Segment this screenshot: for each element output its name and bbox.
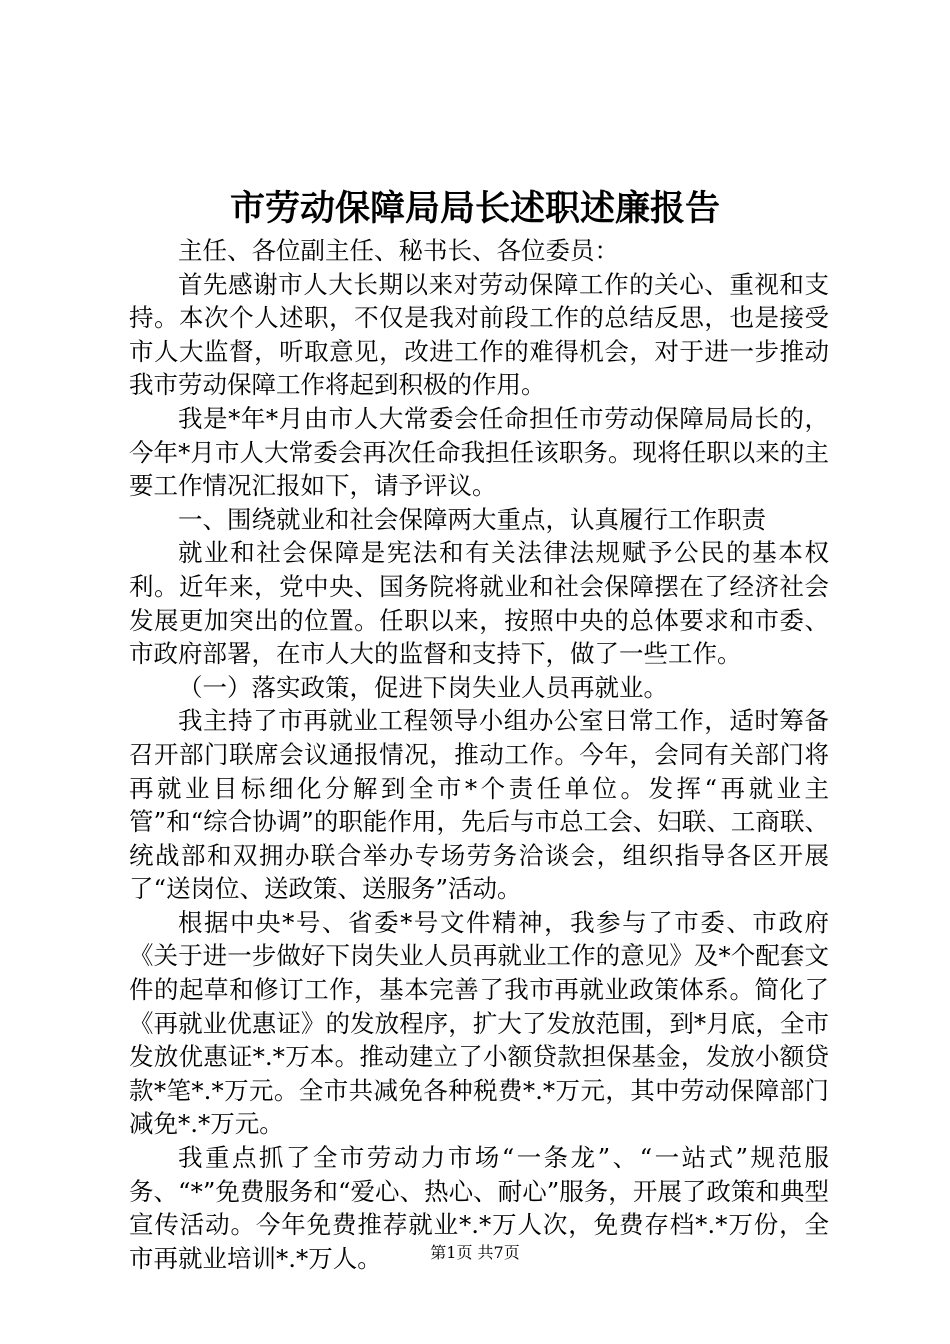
body-paragraph: 就业和社会保障是宪法和有关法律法规赋予公民的基本权利。近年来，党中央、国务院将就业和社会保障摆在了经济社会发展更加突出的位置。任职以来，按照中央的总体要求和市委、市政府部署，在市人大的监督和支持下，做了一些工作。 <box>129 538 829 669</box>
document-body <box>129 234 829 1275</box>
subsection-heading: （一）落实政策，促进下岗失业人员再就业。 <box>178 672 668 702</box>
body-paragraph: 我是*年*月由市人大常委会任命担任市劳动保障局局长的，今年*月市人大常委会再次任命我担任该职务。现将任职以来的主要工作情况汇报如下，请予评议。 <box>129 403 829 501</box>
body-paragraph: 根据中央*号、省委*号文件精神，我参与了市委、市政府《关于进一步做好下岗失业人员再就业工作的意见》及*个配套文件的起草和修订工作，基本完善了我市再就业政策体系。简化了《再就业优惠证》的发放程序，扩大了发放范围，到*月底，全市发放优惠证*.*万本。推动建立了小额贷款担保基金，发放小额贷款*笔*.*万元。全市共减免各种税费*.*万元，其中劳动保障部门减免*.*万元。 <box>129 907 829 1139</box>
page-number-footer: 第1页 共7页 <box>430 1243 520 1262</box>
salutation-paragraph: 主任、各位副主任、秘书长、各位委员： <box>178 236 619 265</box>
body-paragraph: 首先感谢市人大长期以来对劳动保障工作的关心、重视和支持。本次个人述职，不仅是我对前段工作的总结反思，也是接受市人大监督，听取意见，改进工作的难得机会，对于进一步推动我市劳动保障工作将起到积极的作用。 <box>129 269 829 400</box>
section-heading: 一、围绕就业和社会保障两大重点，认真履行工作职责 <box>178 504 766 534</box>
document-title: 市劳动保障局局长述职述廉报告 <box>229 188 720 229</box>
body-paragraph: 我重点抓了全市劳动力市场“一条龙”、“一站式”规范服务、“*”免费服务和“爱心、热心、耐心”服务，开展了政策和典型宣传活动。今年免费推荐就业*.*万人次，免费存档*.*万份，全市再就业培训*.*万人。 <box>129 1143 829 1273</box>
body-paragraph: 我主持了市再就业工程领导小组办公室日常工作，适时筹备召开部门联席会议通报情况，推动工作。今年，会同有关部门将再就业目标细化分解到全市*个责任单位。发挥“再就业主管”和“综合协调”的职能作用，先后与市总工会、妇联、工商联、统战部和双拥办联合举办专场劳务洽谈会，组织指导各区开展了“送岗位、送政策、送服务”活动。 <box>129 706 829 904</box>
